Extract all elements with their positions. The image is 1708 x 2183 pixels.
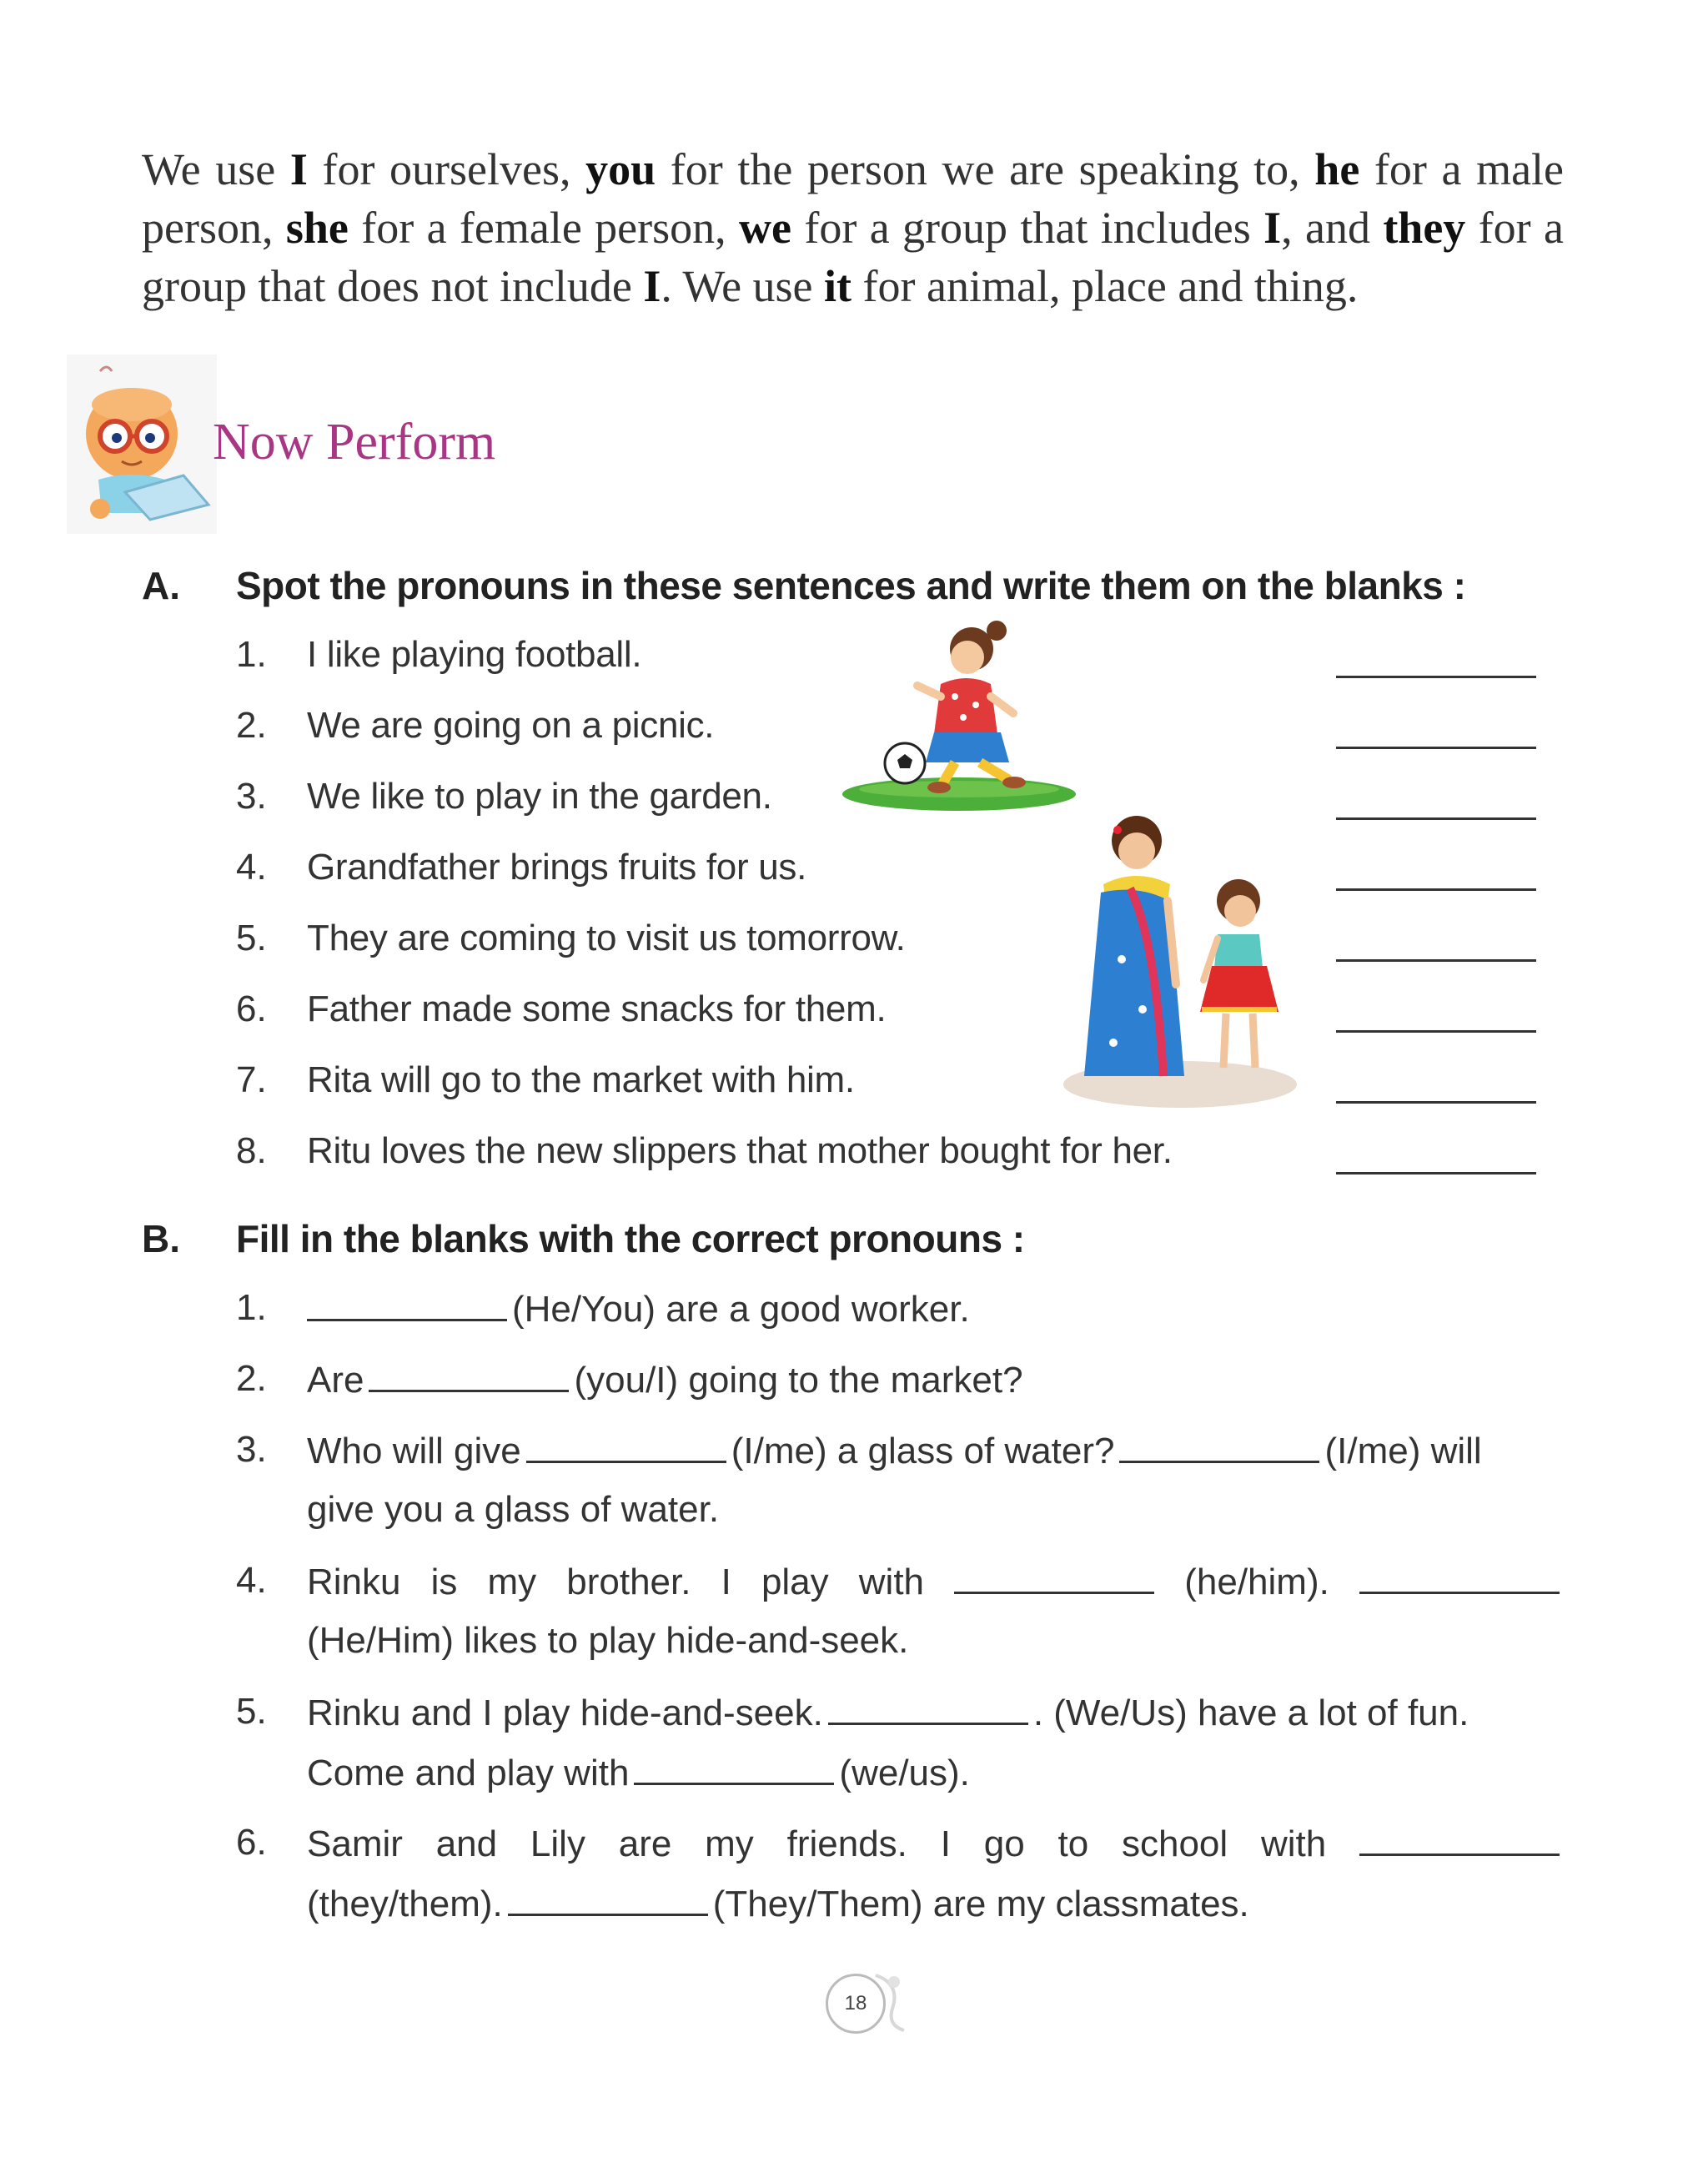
a-answer-blank[interactable] <box>1336 1172 1536 1174</box>
a-item-number: 1. <box>236 634 267 675</box>
term-she: she <box>285 203 349 253</box>
section-b-letter: B. <box>142 1217 180 1260</box>
now-perform-title: Now Perform <box>213 414 496 470</box>
b-item-number: 5. <box>236 1691 267 1732</box>
b-q2-line: Are (you/I) going to the market? <box>307 1360 1023 1401</box>
a-item-sentence: Father made some snacks for them. <box>307 988 887 1029</box>
intro-paragraph: We use I for ourselves, you for the person we are speaking to, he for a male person, she for a female person, we for a group that includes I, and they for a group that does not include I. We use it for animal, place and thing. <box>142 144 1565 311</box>
b-q3-line: Who will give (I/me) a glass of water? (I/me) will <box>307 1431 1482 1471</box>
page-number-swirl-icon <box>867 1967 917 2034</box>
girl-football-illustration <box>842 617 1080 817</box>
term-he: he <box>1314 144 1360 194</box>
b-q6-line-2: (they/them). (They/Them) are my classmates. <box>307 1884 1249 1924</box>
a-item-sentence: They are coming to visit us tomorrow. <box>307 918 906 958</box>
b-q3-line-2: give you a glass of water. <box>307 1489 720 1530</box>
term-i: I <box>289 144 308 194</box>
a-item-sentence: Ritu loves the new slippers that mother bought for her. <box>307 1130 1173 1171</box>
a-answer-blank[interactable] <box>1336 888 1536 891</box>
a-answer-blank[interactable] <box>1336 747 1536 749</box>
b-q1-line: (He/You) are a good worker. <box>307 1287 1560 1330</box>
term-they: they <box>1383 203 1466 253</box>
page-number: 18 <box>826 1974 886 2034</box>
b-q6-line: Samir and Lily are my friends. I go to school with <box>307 1822 1560 1865</box>
b-q5-line: Rinku and I play hide-and-seek. . (We/Us) have a lot of fun. <box>307 1693 1469 1733</box>
mascot-reading-illustration <box>67 355 217 534</box>
b-q4-line-2: (He/Him) likes to play hide-and-seek. <box>307 1620 909 1661</box>
fill-blank[interactable] <box>369 1358 569 1392</box>
b-item-number: 1. <box>236 1287 267 1328</box>
mother-daughter-illustration <box>1055 809 1301 1114</box>
fill-blank[interactable] <box>1359 1822 1560 1856</box>
fill-blank[interactable] <box>508 1882 708 1916</box>
term-it: it <box>824 261 852 311</box>
term-i: I <box>1263 203 1282 253</box>
a-item-sentence: We are going on a picnic. <box>307 705 715 746</box>
a-item-sentence: We like to play in the garden. <box>307 776 772 817</box>
fill-blank[interactable] <box>307 1287 507 1321</box>
section-b-heading: Fill in the blanks with the correct pronouns : <box>236 1217 1025 1260</box>
section-a-heading: Spot the pronouns in these sentences and write them on the blanks : <box>236 564 1466 607</box>
b-item-number: 4. <box>236 1560 267 1601</box>
term-you: you <box>585 144 656 194</box>
term-i: I <box>643 261 661 311</box>
b-item-number: 6. <box>236 1822 267 1863</box>
a-answer-blank[interactable] <box>1336 959 1536 962</box>
a-answer-blank[interactable] <box>1336 676 1536 678</box>
a-item-sentence: I like playing football. <box>307 634 642 675</box>
section-a-letter: A. <box>142 564 180 607</box>
fill-blank[interactable] <box>1119 1429 1319 1463</box>
b-q4-line: Rinku is my brother. I play with (he/him). <box>307 1560 1560 1603</box>
a-item-number: 4. <box>236 847 267 888</box>
a-item-number: 7. <box>236 1059 267 1100</box>
fill-blank[interactable] <box>828 1691 1028 1725</box>
b-q5-line-2: Come and play with (we/us). <box>307 1753 970 1793</box>
fill-blank[interactable] <box>1359 1560 1560 1594</box>
term-we: we <box>739 203 791 253</box>
fill-blank[interactable] <box>954 1560 1154 1594</box>
a-answer-blank[interactable] <box>1336 1101 1536 1104</box>
b-item-number: 3. <box>236 1429 267 1470</box>
a-answer-blank[interactable] <box>1336 1030 1536 1033</box>
a-item-sentence: Grandfather brings fruits for us. <box>307 847 807 888</box>
a-item-number: 2. <box>236 705 267 746</box>
b-item-number: 2. <box>236 1358 267 1399</box>
a-item-number: 8. <box>236 1130 267 1171</box>
fill-blank[interactable] <box>634 1751 834 1785</box>
fill-blank[interactable] <box>526 1429 726 1463</box>
a-item-sentence: Rita will go to the market with him. <box>307 1059 855 1100</box>
a-answer-blank[interactable] <box>1336 817 1536 820</box>
a-item-number: 6. <box>236 988 267 1029</box>
a-item-number: 5. <box>236 918 267 958</box>
a-item-number: 3. <box>236 776 267 817</box>
